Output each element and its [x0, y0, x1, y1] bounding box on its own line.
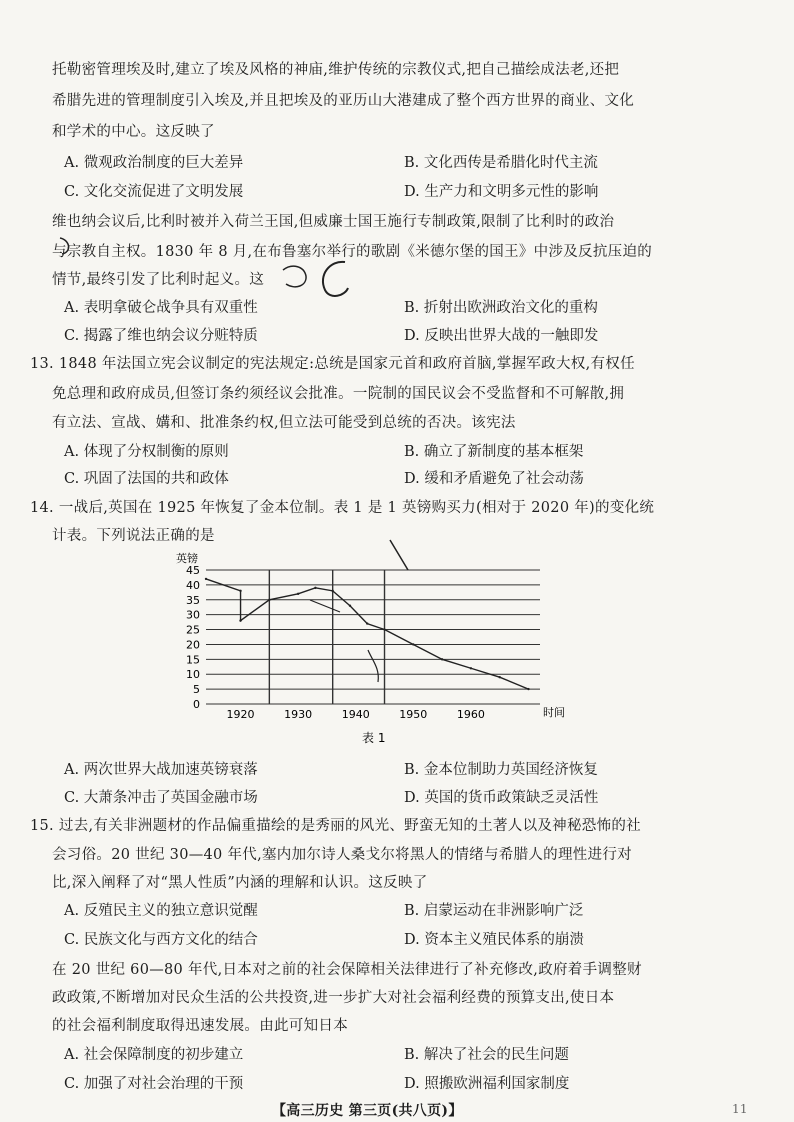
y-tick-label-30: 30: [186, 608, 200, 622]
pen-stroke-2: [310, 600, 340, 612]
y-tick-label-15: 15: [186, 653, 200, 667]
page-footer: 【高三历史 第三页(共八页)】: [272, 1103, 463, 1119]
q13-line-1: 13. 1848 年法国立宪会议制定的宪法规定:总统是国家元首和政府首脑,掌握军政大权,有权任: [30, 356, 635, 372]
y-tick-label-10: 10: [186, 668, 200, 682]
chart-title: 表 1: [362, 731, 386, 745]
chart-grid: [206, 570, 540, 704]
q13-line-3: 有立法、宣战、媾和、批准条约权,但立法可能受到总统的否决。该宪法: [52, 415, 516, 431]
x-tick-label-1960: 1960: [456, 708, 485, 721]
data-point-1965-13: [498, 676, 500, 678]
q13-option-c: C. 巩固了法国的共和政体: [64, 471, 229, 487]
q16-line-2: 政政策,不断增加对民众生活的公共投资,进一步扩大对社会福利经费的预算支出,使日本: [52, 990, 615, 1006]
data-point-1950-10: [412, 643, 414, 645]
q14-option-b: B. 金本位制助力英国经济恢复: [404, 762, 598, 778]
q15-option-d: D. 资本主义殖民体系的崩溃: [404, 932, 584, 948]
q12-line-1: 维也纳会议后,比利时被并入荷兰王国,但威廉士国王施行专制政策,限制了比利时的政治: [52, 214, 615, 230]
y-tick-label-35: 35: [186, 593, 200, 607]
q16-line-1: 在 20 世纪 60—80 年代,日本对之前的社会保障相关法律进行了补充修改,政府着手调整财: [52, 962, 642, 978]
q15-line-2: 会习俗。20 世纪 30—40 年代,塞内加尔诗人桑戈尔将黑人的情绪与希腊人的理性进行对: [52, 847, 632, 863]
q16-option-c: C. 加强了对社会治理的干预: [64, 1076, 244, 1092]
y-tick-label-25: 25: [186, 623, 200, 637]
q14-option-a: A. 两次世界大战加速英镑衰落: [64, 762, 258, 778]
pen-stroke-3: [368, 650, 378, 682]
data-point-1920-2: [239, 619, 241, 621]
y-tick-label-45: 45: [186, 564, 200, 577]
q12-line-3: 情节,最终引发了比利时起义。这: [52, 272, 265, 288]
q15-option-b: B. 启蒙运动在非洲影响广泛: [404, 903, 584, 919]
data-point-1955-11: [441, 658, 443, 660]
q15-option-a: A. 反殖民主义的独立意识觉醒: [64, 903, 258, 919]
q-prev-option-c: C. 文化交流促进了文明发展: [64, 184, 244, 200]
data-point-1914-0: [205, 578, 207, 580]
q16-line-3: 的社会福利制度取得迅速发展。由此可知日本: [52, 1018, 348, 1034]
series-line-0: [206, 579, 528, 689]
y-tick-label-40: 40: [186, 578, 200, 592]
chart-x-axis-label: 时间: [543, 706, 565, 719]
chart-x-ticks: [227, 708, 485, 721]
q14-line-1: 14. 一战后,英国在 1925 年恢复了金本位制。表 1 是 1 英镑购买力(相对于 2020 年)的变化统: [30, 500, 655, 516]
q12-option-a: A. 表明拿破仑战争具有双重性: [64, 300, 258, 316]
data-point-1930-4: [297, 593, 299, 595]
data-point-1960-12: [470, 667, 472, 669]
q14-option-c: C. 大萧条冲击了英国金融市场: [64, 790, 258, 806]
q14-option-d: D. 英国的货币政策缺乏灵活性: [404, 790, 599, 806]
data-point-1936-6: [331, 590, 333, 592]
q16-option-d: D. 照搬欧洲福利国家制度: [404, 1076, 570, 1092]
data-point-1970-14: [527, 688, 529, 690]
q13-line-2: 免总理和政府成员,但签订条约须经议会批准。一院制的国民议会不受监督和不可解散,拥: [52, 386, 625, 402]
q13-option-d: D. 缓和矛盾避免了社会动荡: [404, 471, 584, 487]
data-point-1920-1: [239, 590, 241, 592]
q15-line-1: 15. 过去,有关非洲题材的作品偏重描绘的是秀丽的风光、野蛮无知的土著人以及神秘恐怖的社: [30, 818, 641, 834]
data-point-1925-3: [268, 599, 270, 601]
q-prev-option-a: A. 微观政治制度的巨大差异: [64, 155, 244, 171]
data-point-1945-9: [383, 628, 385, 630]
q16-option-a: A. 社会保障制度的初步建立: [64, 1047, 244, 1063]
data-point-1933-5: [314, 587, 316, 589]
chart-y-ticks: [186, 564, 200, 711]
q14-line-2: 计表。下列说法正确的是: [52, 528, 215, 544]
x-tick-label-1940: 1940: [341, 708, 370, 721]
q-prev-line-3: 和学术的中心。这反映了: [52, 124, 215, 140]
data-point-1939-7: [349, 605, 351, 607]
y-tick-label-0: 0: [193, 698, 200, 711]
q15-option-c: C. 民族文化与西方文化的结合: [64, 932, 258, 948]
chart-series: [205, 578, 530, 691]
q13-option-a: A. 体现了分权制衡的原则: [64, 444, 229, 460]
y-tick-label-20: 20: [186, 638, 200, 652]
q12-option-d: D. 反映出世界大战的一触即发: [404, 328, 599, 344]
q15-line-3: 比,深入阐释了对“黑人性质”内涵的理解和认识。这反映了: [52, 875, 428, 891]
q-prev-option-d: D. 生产力和文明多元性的影响: [404, 184, 599, 200]
page-number-mark: 11: [732, 1102, 748, 1116]
q-prev-line-2: 希腊先进的管理制度引入埃及,并且把埃及的亚历山大港建成了整个西方世界的商业、文化: [52, 93, 635, 109]
chart-y-axis-label: 英镑: [176, 552, 198, 565]
q-prev-line-1: 托勒密管理埃及时,建立了埃及风格的神庙,维护传统的宗教仪式,把自己描绘成法老,还把: [52, 62, 620, 78]
y-tick-label-5: 5: [193, 683, 200, 697]
q12-option-c: C. 揭露了维也纳会议分赃特质: [64, 328, 258, 344]
x-tick-label-1920: 1920: [226, 708, 255, 721]
q16-option-b: B. 解决了社会的民生问题: [404, 1047, 569, 1063]
x-tick-label-1950: 1950: [399, 708, 428, 721]
q12-line-2: 与宗教自主权。1830 年 8 月,在布鲁塞尔举行的歌剧《米德尔堡的国王》中涉及反抗压迫的: [52, 244, 653, 260]
pen-stroke-1: [390, 540, 408, 570]
x-tick-label-1930: 1930: [284, 708, 313, 721]
q-prev-option-b: B. 文化西传是希腊化时代主流: [404, 155, 598, 171]
q12-option-b: B. 折射出欧洲政治文化的重构: [404, 300, 598, 316]
data-point-1942-8: [366, 622, 368, 624]
q13-option-b: B. 确立了新制度的基本框架: [404, 444, 584, 460]
